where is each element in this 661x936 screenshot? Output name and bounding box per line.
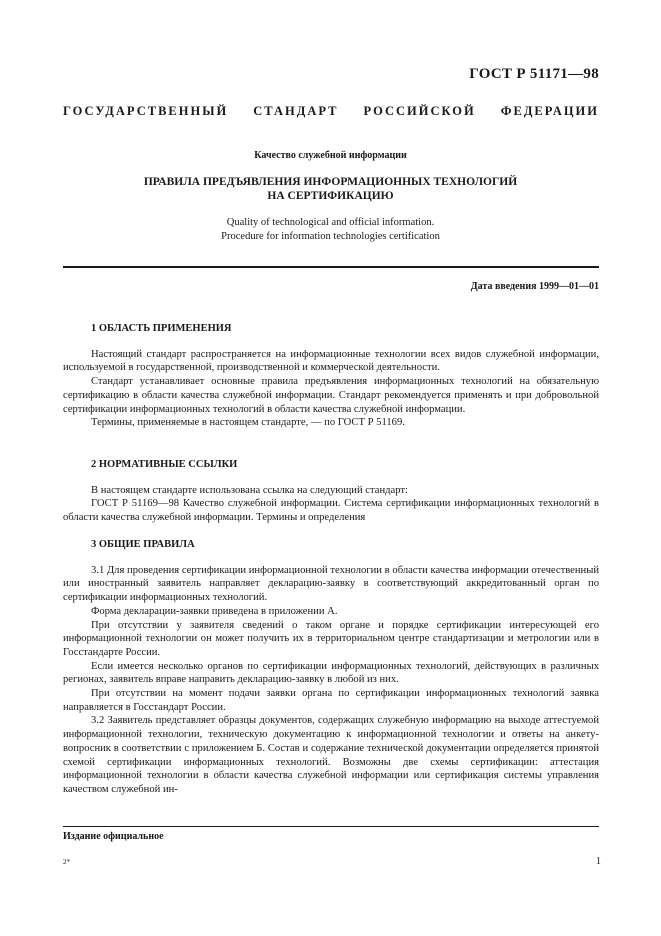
paragraph: 3.1 Для проведения сертификации информационной технологии в области качества информации отечественный или иностранный заявитель направляет декларацию-заявку в соответствующий аккредитованный орган по сертификации информационных технологий. xyxy=(63,564,599,604)
paragraph: При отсутствии на момент подачи заявки органа по сертификации информационных технологий заявка направляется в Госстандарт России. xyxy=(63,688,599,713)
section-references xyxy=(63,458,599,525)
paragraph: При отсутствии у заявителя сведений о таком органе и порядке сертификации интересующей его информационной технологии он может получить их в территориальном центре стандартизации и метрологии или в Госстандарте России. xyxy=(63,619,599,658)
paragraph: Если имеется несколько органов по сертификации информационных технологий, действующих в различных регионах, заявитель вправе направить декларацию-заявку в любой из них. xyxy=(63,660,599,686)
english-title-line-2: Procedure for information technologies certification xyxy=(221,230,440,242)
english-title-line-1: Quality of technological and official information. xyxy=(226,217,435,228)
standard-word-2: СТАНДАРТ xyxy=(253,104,339,118)
sheet-mark: 2* xyxy=(63,858,70,866)
standard-word-1: ГОСУДАРСТВЕННЫЙ xyxy=(63,104,229,118)
section-heading: 3 ОБЩИЕ ПРАВИЛА xyxy=(91,539,195,550)
topic-title: Качество служебной информации xyxy=(254,150,407,161)
title-divider xyxy=(63,266,599,268)
paragraph: Форма декларации-заявки приведена в приложении А. xyxy=(91,605,338,617)
footer-divider xyxy=(63,826,599,827)
intro-date: Дата введения 1999—01—01 xyxy=(470,281,599,292)
paragraph: ГОСТ Р 51169—98 Качество служебной информации. Система сертификации информационных технологий в области качества служебной информации. Термины и определения xyxy=(63,498,599,524)
standard-word-3: РОССИЙСКОЙ xyxy=(363,104,476,118)
standard-word-4: ФЕДЕРАЦИИ xyxy=(500,104,599,118)
section-heading: 2 НОРМАТИВНЫЕ ССЫЛКИ xyxy=(91,459,238,470)
paragraph: Настоящий стандарт распространяется на информационные технологии всех видов служебной информации, используемой в государственной, производственной и коммерческой деятельности. xyxy=(63,348,599,374)
section-heading: 1 ОБЛАСТЬ ПРИМЕНЕНИЯ xyxy=(91,323,232,334)
main-title-line-1: ПРАВИЛА ПРЕДЪЯВЛЕНИЯ ИНФОРМАЦИОННЫХ ТЕХНОЛОГИЙ xyxy=(143,176,518,188)
paragraph: Стандарт устанавливает основные правила предъявления информационных технологий на обязательную сертификацию в области качества служебной информации. Стандарт рекомендуется применять и при добровольной сертификации информационных технологий в области качества служебной информации. xyxy=(63,376,599,415)
paragraph: 3.2 Заявитель представляет образцы документов, содержащих служебную информацию на выходе аттестуемой информационной технологии, техническую документацию к информационной технологии и ответы на анкету-вопросник в соответствии с приложением Б. Состав и содержание технической документации определяется принятой схемой сертификации информационных технологий. Возможны две схемы сертификации: аттестация информационной технологии в области качества служебной информации или сертификация системы управления качеством служебной ин- xyxy=(63,715,599,795)
section-scope xyxy=(63,322,599,430)
standard-line xyxy=(63,104,599,119)
english-title xyxy=(0,216,661,243)
section-general-rules xyxy=(63,538,599,797)
paragraph: В настоящем стандарте использована ссылка на следующий стандарт: xyxy=(91,484,408,496)
gost-code: ГОСТ Р 51171—98 xyxy=(469,66,599,82)
main-title xyxy=(0,175,661,203)
main-title-line-2: НА СЕРТИФИКАЦИЮ xyxy=(267,190,394,202)
edition-label: Издание официальное xyxy=(63,831,164,842)
page-number: 1 xyxy=(596,856,601,867)
paragraph: Термины, применяемые в настоящем стандарте, — по ГОСТ Р 51169. xyxy=(91,417,405,429)
